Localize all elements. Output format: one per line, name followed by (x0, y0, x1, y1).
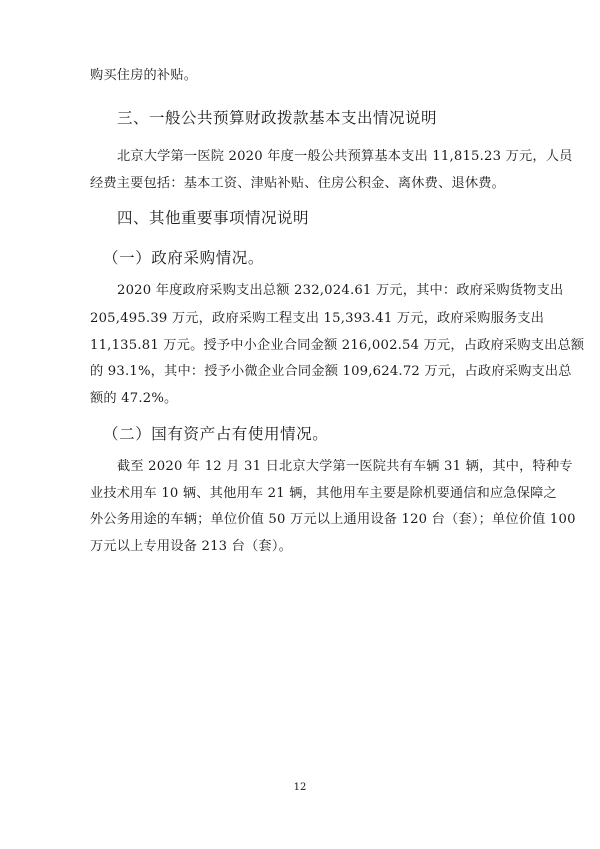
procurement-paragraph-line: 的 93.1%，其中：授予小微企业合同金额 109,624.72 万元，占政府采购支出总 (90, 364, 572, 379)
section-3-paragraph-line: 北京大学第一医院 2020 年度一般公共预算基本支出 11,815.23 万元，人员 (117, 149, 573, 164)
assets-paragraph-line: 业技术用车 10 辆、其他用车 21 辆，其他用车主要是除机要通信和应急保障之 (90, 486, 557, 501)
subsection-2-heading: （二）国有资产占有使用情况。 (103, 425, 329, 443)
section-4-heading: 四、其他重要事项情况说明 (117, 209, 310, 227)
assets-paragraph-line: 外公务用途的车辆；单位价值 50 万元以上通用设备 120 台（套）；单位价值 100 (90, 512, 576, 527)
procurement-paragraph-line: 205,495.39 万元，政府采购工程支出 15,393.41 万元，政府采购服务支出 (90, 311, 545, 326)
procurement-paragraph-line: 11,135.81 万元。授予中小企业合同金额 216,002.54 万元，占政府采购支出总额 (90, 338, 585, 353)
assets-paragraph-line: 截至 2020 年 12 月 31 日北京大学第一医院共有车辆 31 辆，其中，特种专 (117, 459, 573, 474)
section-3-paragraph-line: 经费主要包括：基本工资、津贴补贴、住房公积金、离休费、退休费。 (90, 176, 506, 191)
page-number: 12 (293, 782, 307, 793)
assets-paragraph-line: 万元以上专用设备 213 台（套）。 (90, 539, 292, 554)
subsection-1-heading: （一）政府采购情况。 (103, 249, 265, 267)
procurement-paragraph-line: 2020 年度政府采购支出总额 232,024.61 万元，其中：政府采购货物支出 (117, 283, 564, 298)
section-3-heading: 三、一般公共预算财政拨款基本支出情况说明 (117, 109, 438, 127)
procurement-paragraph-line: 额的 47.2%。 (90, 391, 178, 406)
intro-tail-text: 购买住房的补贴。 (90, 68, 198, 83)
